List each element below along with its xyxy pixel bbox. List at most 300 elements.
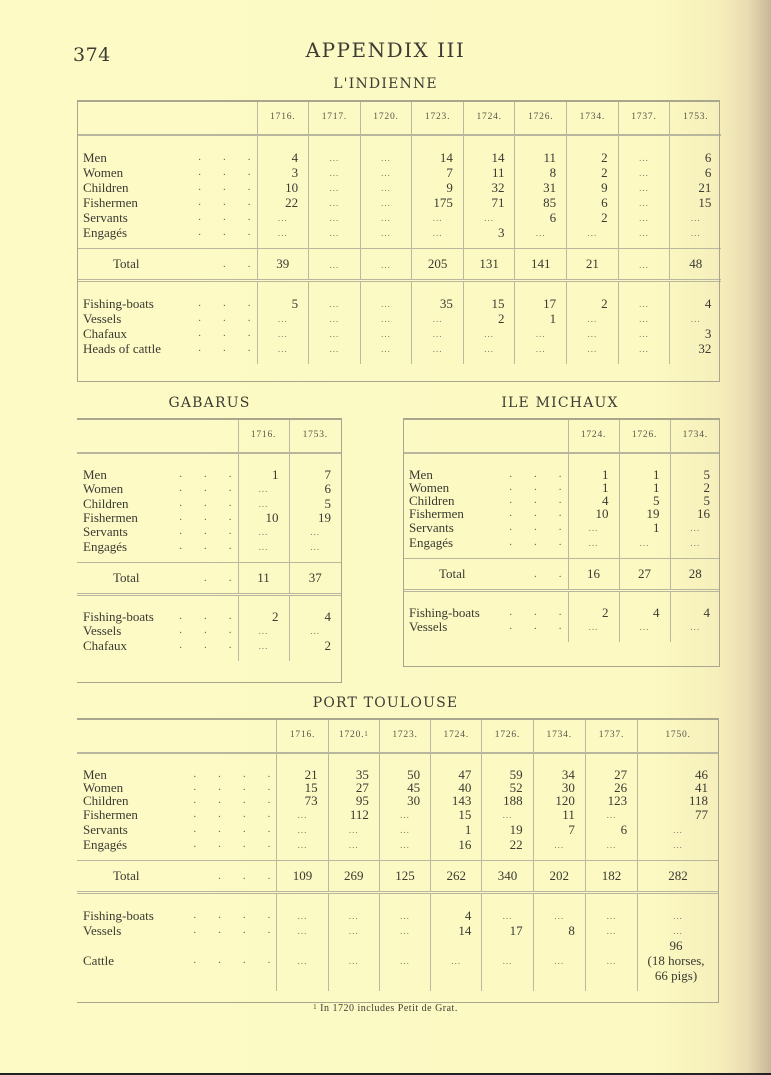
no-data-ellipsis: ... [432,344,443,354]
year-label: 1737. [631,112,657,122]
value-cell [328,807,379,822]
year-label: 1716. [270,112,296,122]
leader-dots: . . . [179,639,232,651]
value-cell [515,210,567,225]
value-cell [515,341,567,364]
no-data-ellipsis: ... [348,956,359,966]
table-row [77,595,341,624]
row-label-vessels: Vessels [409,619,448,634]
total-row [77,861,718,893]
no-data-ellipsis: ... [329,168,340,178]
no-data-ellipsis: ... [329,198,340,208]
cell-value: 27 [614,767,628,782]
no-data-ellipsis: ... [329,260,340,270]
value-cell [638,861,718,893]
value-cell [463,249,515,281]
header-row [77,418,341,453]
value-cell [670,135,722,165]
no-data-ellipsis: ... [606,956,617,966]
leader-dots: . . . [179,610,232,622]
value-cell [431,753,482,781]
cell-value: 26 [614,780,628,795]
cell-value: 1 [653,467,660,482]
header-row [403,418,720,453]
value-cell [618,165,670,180]
leader-dots: . . . [179,511,232,523]
value-cell [257,341,309,364]
value-cell [463,326,515,341]
table-row [77,135,721,165]
value-cell [289,595,341,624]
value-cell [619,619,670,642]
cell-value: 27 [638,566,651,581]
row-label-cell [77,794,277,807]
row-label-cell [77,210,257,225]
row-label-cell [77,938,277,991]
table-row [77,511,341,524]
leader-dots: . . . [179,468,232,480]
value-cell [412,180,464,195]
table-row [77,225,721,249]
row-label-servants: Servants [83,524,128,539]
row-label-children: Children [83,180,129,195]
table-row [403,507,720,520]
no-data-ellipsis: ... [329,213,340,223]
cell-value: 15 [304,780,318,795]
row-label-women: Women [409,480,450,495]
table-row [77,326,721,341]
cell-value: 39 [276,256,290,271]
no-data-ellipsis: ... [502,956,513,966]
no-data-ellipsis: ... [329,344,340,354]
no-data-ellipsis: ... [639,228,649,238]
cell-value: 1 [549,311,557,326]
value-cell [670,281,722,312]
cell-value: 19 [318,510,331,525]
no-data-ellipsis: ... [381,260,391,270]
no-data-ellipsis: ... [690,228,701,238]
value-cell [619,520,670,535]
row-label-servants: Servants [409,520,454,535]
value-cell [277,893,328,924]
table-row [77,496,341,511]
total-row [403,559,720,591]
year-header [515,100,567,135]
year-header [585,718,637,753]
row-label-cell [77,165,257,180]
year-label: 1726. [528,112,554,122]
value-cell [238,623,289,638]
table-row [403,535,720,559]
section-title-port-toulouse: PORT TOULOUSE [312,695,459,711]
cell-value: 32 [698,341,712,356]
row-label-fishing-boats: Fishing-boats [83,908,154,923]
value-cell [277,781,328,794]
row-label-children: Children [83,793,129,808]
cell-value: 10 [285,180,299,195]
value-cell [618,341,670,364]
year-label: 1717. [321,112,348,122]
value-cell [619,453,670,481]
cell-value: 11 [491,165,505,180]
cell-value: 96 [669,938,683,953]
row-label-cell [77,807,277,822]
cell-value: 5 [291,296,299,311]
leader-dots: . . . . [193,794,271,806]
cell-value: 6 [620,822,628,837]
value-cell [585,822,637,837]
cell-value: 48 [689,256,703,271]
no-data-ellipsis: ... [348,825,359,835]
value-cell [463,210,515,225]
cell-value: 6 [549,210,557,225]
value-cell [482,753,533,781]
year-header [619,418,670,453]
value-cell [431,923,482,938]
row-label-engag-s: Engagés [83,225,128,240]
value-cell [585,794,637,807]
row-label-fishermen: Fishermen [409,506,464,521]
year-header [638,718,718,753]
value-cell [328,781,379,794]
no-data-ellipsis: ... [606,911,617,921]
row-label-women: Women [83,780,124,795]
table-row [77,938,718,991]
row-label-cell [77,861,277,893]
value-cell [309,326,361,341]
header-row [77,718,718,753]
value-cell [638,822,718,837]
cell-value: 3 [497,225,505,240]
value-cell [670,591,720,620]
value-cell [257,281,309,312]
row-label-men: Men [83,150,107,165]
value-cell [379,893,430,924]
row-label-men: Men [83,467,107,482]
value-cell [533,938,585,991]
value-cell [482,794,533,807]
row-label-cell [77,453,238,481]
no-data-ellipsis: ... [639,183,649,193]
value-cell [568,494,619,507]
row-label-cell [77,180,257,195]
row-label-vessels: Vessels [83,623,122,638]
table-row [403,520,720,535]
row-label-cell [77,511,238,524]
value-cell [360,311,412,326]
value-cell [412,326,464,341]
row-label-engag-s: Engagés [83,837,128,852]
row-label-cell [403,559,568,591]
cell-value: 2 [602,605,609,620]
row-label-men: Men [409,467,433,482]
no-data-ellipsis: ... [587,329,598,339]
no-data-ellipsis: ... [554,840,565,850]
cell-value: 11 [257,570,270,585]
year-header [618,100,670,135]
cell-value: 21 [698,180,712,195]
no-data-ellipsis: ... [297,840,308,850]
leader-dots: . . . [509,536,562,548]
leader-dots: . . . [179,482,232,494]
cell-value: 32 [491,180,505,195]
cell-value: 6 [601,195,608,210]
value-cell [533,923,585,938]
cell-value: 2 [272,609,279,624]
cell-value: 182 [601,868,622,883]
no-data-ellipsis: ... [432,213,443,223]
cell-value: 30 [561,780,575,795]
no-data-ellipsis: ... [329,329,340,339]
no-data-ellipsis: ... [639,344,649,354]
cell-value: 16 [458,837,472,852]
leader-dots: . . . [198,327,251,339]
row-label-cell [77,281,257,312]
cell-value: 31 [543,180,557,195]
header-blank [403,418,568,453]
value-cell [463,311,515,326]
value-cell [277,861,328,893]
no-data-ellipsis: ... [639,168,649,178]
year-header [289,418,341,453]
value-cell [619,494,670,507]
leader-dots: . . [534,568,562,580]
value-cell [309,180,361,195]
cell-value: 5 [324,496,331,511]
row-label-cell [77,496,238,511]
value-cell [515,281,567,312]
cell-value: 4 [653,605,660,620]
row-label-servants: Servants [83,210,128,225]
value-cell [238,524,289,539]
cattle-note: (18 horses, 66 pigs) [647,953,705,983]
value-cell [619,507,670,520]
no-data-ellipsis: ... [329,228,340,238]
row-label-fishing-boats: Fishing-boats [83,296,154,311]
no-data-ellipsis: ... [554,911,565,921]
year-label: 1734. [579,112,606,122]
no-data-ellipsis: ... [690,538,701,548]
value-cell [533,893,585,924]
cell-value: 188 [503,793,523,808]
value-cell [360,135,412,165]
cell-value: 123 [607,793,628,808]
value-cell [257,326,309,341]
cell-value: 52 [509,780,523,795]
leader-dots: . . . [198,181,251,193]
table-row [77,165,721,180]
no-data-ellipsis: ... [639,538,650,548]
value-cell [431,861,482,893]
year-label: 1734. [682,430,708,440]
row-label-total: Total [439,566,466,581]
cell-value: 14 [439,150,453,165]
row-label-cell [77,893,277,924]
no-data-ellipsis: ... [329,299,340,309]
value-cell [619,591,670,620]
row-label-engag-s: Engagés [83,539,128,554]
value-cell [379,837,430,861]
value-cell [328,923,379,938]
year-label: 1724. [476,112,502,122]
no-data-ellipsis: ... [400,911,410,921]
row-label-total: Total [113,256,140,271]
value-cell [463,195,515,210]
cell-value: 131 [479,256,499,271]
no-data-ellipsis: ... [329,183,340,193]
cell-value: 282 [668,868,688,883]
value-cell [585,837,637,861]
cell-value: 35 [355,767,369,782]
cell-value: 5 [653,493,660,508]
no-data-ellipsis: ... [310,527,321,537]
value-cell [619,535,670,559]
cell-value: 2 [601,165,608,180]
leader-dots: . . [223,258,251,270]
value-cell [567,135,619,165]
value-cell [328,938,379,991]
cell-value: 2 [601,296,608,311]
cell-value: 8 [549,165,557,180]
row-label-cell [77,923,277,938]
cell-value: 118 [688,793,708,808]
value-cell [463,180,515,195]
value-cell [412,341,464,364]
value-cell [670,180,722,195]
value-cell [638,753,718,781]
footnote [0,1003,771,1014]
value-cell [515,180,567,195]
no-data-ellipsis: ... [484,213,495,223]
value-cell [277,938,328,991]
cell-value: 77 [695,807,708,822]
cell-value: 125 [395,868,415,883]
row-label-cell [77,524,238,539]
value-cell [257,311,309,326]
cell-value: 21 [304,767,318,782]
value-cell [309,281,361,312]
no-data-ellipsis: ... [606,840,617,850]
leader-dots: . . . [179,540,232,552]
value-cell [618,195,670,210]
no-data-ellipsis: ... [588,523,599,533]
table-port-toulouse [77,718,718,991]
value-cell [533,861,585,893]
table-row [77,180,721,195]
value-cell [238,539,289,563]
table-lindienne [77,100,721,364]
value-cell [360,225,412,249]
cell-value: 28 [688,566,702,581]
table-row [403,453,720,481]
value-cell [482,938,533,991]
year-label: 1726. [494,730,521,740]
row-label-vessels: Vessels [83,311,122,326]
leader-dots: . . . [509,507,562,519]
value-cell [568,591,619,620]
value-cell [257,249,309,281]
cell-value: 109 [292,868,313,883]
table-row [77,195,721,210]
table-row [403,619,720,642]
value-cell [670,520,720,535]
value-cell [257,195,309,210]
year-label: 1723. [392,730,418,740]
table-row [77,893,718,924]
no-data-ellipsis: ... [639,213,649,223]
value-cell [309,210,361,225]
value-cell [585,861,637,893]
no-data-ellipsis: ... [502,810,513,820]
value-cell [412,311,464,326]
cell-value: 5 [703,467,710,482]
value-cell [463,341,515,364]
value-cell [309,341,361,364]
cell-value: 1 [272,467,279,482]
no-data-ellipsis: ... [381,183,391,193]
no-data-ellipsis: ... [381,329,391,339]
no-data-ellipsis: ... [381,198,391,208]
no-data-ellipsis: ... [639,329,649,339]
value-cell [638,794,718,807]
value-cell [289,453,341,481]
value-cell [638,938,718,991]
row-label-children: Children [83,496,129,511]
value-cell [533,794,585,807]
value-cell [670,210,722,225]
cell-value: 202 [549,868,569,883]
no-data-ellipsis: ... [310,542,321,552]
row-label-cell [77,225,257,249]
cell-value: 1 [464,822,472,837]
value-cell [289,496,341,511]
cell-value: 15 [458,807,472,822]
value-cell [618,326,670,341]
year-header [533,718,585,753]
no-data-ellipsis: ... [277,213,288,223]
row-label-children: Children [409,493,455,508]
no-data-ellipsis: ... [400,840,410,850]
table-row [77,794,718,807]
row-label-cell [403,453,568,481]
value-cell [618,225,670,249]
row-label-cell [403,507,568,520]
no-data-ellipsis: ... [587,228,598,238]
value-cell [585,938,637,991]
value-cell [431,794,482,807]
value-cell [289,524,341,539]
cell-value: 143 [451,793,472,808]
cell-value: 95 [355,793,369,808]
leader-dots: . . . [198,211,251,223]
row-label-cell [403,535,568,559]
row-label-men: Men [83,767,107,782]
no-data-ellipsis: ... [348,840,359,850]
row-label-cattle: Cattle [83,953,115,968]
no-data-ellipsis: ... [554,956,565,966]
cell-value: 1 [653,480,660,495]
no-data-ellipsis: ... [277,314,288,324]
no-data-ellipsis: ... [400,926,410,936]
value-cell [567,281,619,312]
row-label-engag-s: Engagés [409,535,454,550]
value-cell [412,195,464,210]
cell-value: 1 [653,520,660,535]
year-label: 1716. [250,430,277,440]
year-header [567,100,619,135]
no-data-ellipsis: ... [400,956,410,966]
cell-value: 340 [497,868,518,883]
